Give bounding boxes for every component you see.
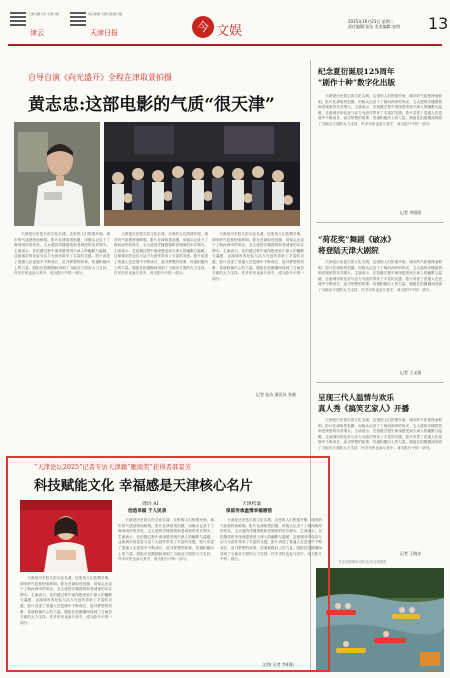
kayak-scene-icon [316, 568, 444, 672]
qr-code-icon [10, 10, 26, 26]
dance-headline: “荷花奖”舞剧《破冰》 将登陆天津大剧院 [318, 235, 396, 255]
opera-byline: 记者 李阳阳 [400, 210, 422, 215]
lead-text-col1 [14, 232, 110, 398]
section-divider [316, 382, 444, 383]
qr-code-icon [70, 10, 86, 26]
forum-col1-sub: 创造幸福 于人民表 [128, 509, 167, 514]
page-number: 13 [428, 14, 449, 33]
forum-col1-label: 周玲 AI [142, 502, 159, 507]
group-photo [104, 122, 300, 226]
show-photo-caption: 节目录制现场 图片由节目组提供 [338, 560, 387, 564]
header-note-right: 每日新闻 天津日报客户端 [88, 12, 122, 16]
show-byline: 记者 王晓东 [400, 551, 422, 556]
forum-kicker: “天津论坛2025”记者专访天津籍“雁南奖”获得者郝景芳 [34, 463, 192, 471]
lead-text-col3 [212, 232, 304, 388]
dance-byline: 记者 王文娟 [400, 370, 422, 375]
show-headline: 呈现三代人温情与欢乐 真人秀《搞笑艺家人》开播 [318, 393, 410, 413]
lead-body-paragraph: 天津是历史悠久的文化名城，这里的人们热情开朗，城市的气质独特而鲜明。影片在津取景拍摄，用镜头记录下了海河两岸的风光、五大道的洋楼建筑和老城里的市井烟火。主演表示，在拍摄过程中深深感受到天津人的幽默与温暖，这座城市的包容与活力为创作带来了丰富的灵感。影片讲述了普通人在逆境中不断成长、追寻梦想的故事，传递积极向上的力量。剧组在拍摄期间得到了当地各方面的大力支持，许多市民也参与其中，成为影片中的一部分。 [114, 232, 208, 276]
lead-byline: 记者 张洁 通讯员 张晓 [256, 392, 296, 397]
lead-text-col2 [114, 232, 208, 398]
forum-col2-sub: 保留传承温情幸福感悟 [226, 509, 272, 514]
section-divider [316, 222, 444, 223]
portrait-photo [14, 122, 100, 226]
forum-text-col2 [118, 518, 214, 668]
show-photo [316, 568, 444, 672]
header-note-left: 上海交通大学 天津日报 [28, 12, 59, 16]
section-logo-icon: 今 [192, 16, 214, 38]
forum-byline: 文/图 记者 李阳阳 [262, 662, 294, 667]
opera-body-paragraph: 天津是历史悠久的文化名城，这里的人们热情开朗，城市的气质独特而鲜明。影片在津取景拍摄，用镜头记录下了海河两岸的风光、五大道的洋楼建筑和老城里的市井烟火。主演表示，在拍摄过程中深深感受到天津人的幽默与温暖，这座城市的包容与活力为创作带来了丰富的灵感。影片讲述了普通人在逆境中不断成长、追寻梦想的故事，传递积极向上的力量。剧组在拍摄期间得到了当地各方面的大力支持，许多市民也参与其中，成为影片中的一部分。 [318, 94, 442, 126]
forum-body-paragraph: 天津是历史悠久的文化名城，这里的人们热情开朗，城市的气质独特而鲜明。影片在津取景拍摄，用镜头记录下了海河两岸的风光、五大道的洋楼建筑和老城里的市井烟火。主演表示，在拍摄过程中深深感受到天津人的幽默与温暖，这座城市的包容与活力为创作带来了丰富的灵感。影片讲述了普通人在逆境中不断成长、追寻梦想的故事，传递积极向上的力量。剧组在拍摄期间得到了当地各方面的大力支持，许多市民也参与其中，成为影片中的一部分。 [118, 518, 214, 562]
forum-text-col3 [220, 518, 322, 658]
issue-date [348, 19, 428, 29]
lead-headline: 黄志忠:这部电影的气质“很天津” [28, 95, 275, 115]
actor-portrait-icon [14, 122, 100, 226]
forum-col2-label: 天津档案 [242, 502, 262, 507]
dance-text [318, 260, 442, 368]
lead-body-paragraph: 天津是历史悠久的文化名城，这里的人们热情开朗，城市的气质独特而鲜明。影片在津取景拍摄，用镜头记录下了海河两岸的风光、五大道的洋楼建筑和老城里的市井烟火。主演表示，在拍摄过程中深深感受到天津人的幽默与温暖，这座城市的包容与活力为创作带来了丰富的灵感。影片讲述了普通人在逆境中不断成长、追寻梦想的故事，传递积极向上的力量。剧组在拍摄期间得到了当地各方面的大力支持，许多市民也参与其中，成为影片中的一部分。 [212, 232, 304, 281]
forum-headline: 科技赋能文化 幸福感是天津核心名片 [34, 478, 253, 494]
section-title: 文娱 [216, 24, 243, 39]
lead-kicker: 自导自演《向光盛开》全程在津取景拍摄 [28, 73, 172, 82]
opera-headline: 纪念夏衍诞辰125周年 “剧作十种”数字化出版 [318, 67, 396, 87]
dance-body-paragraph: 天津是历史悠久的文化名城，这里的人们热情开朗，城市的气质独特而鲜明。影片在津取景拍摄，用镜头记录下了海河两岸的风光、五大道的洋楼建筑和老城里的市井烟火。主演表示，在拍摄过程中深深感受到天津人的幽默与温暖，这座城市的包容与活力为创作带来了丰富的灵感。影片讲述了普通人在逆境中不断成长、追寻梦想的故事，传递积极向上的力量。剧组在拍摄期间得到了当地各方面的大力支持，许多市民也参与其中，成为影片中的一部分。 [318, 260, 442, 292]
page-header [8, 8, 449, 46]
show-text [318, 418, 442, 548]
show-body-paragraph: 天津是历史悠久的文化名城，这里的人们热情开朗，城市的气质独特而鲜明。影片在津取景拍摄，用镜头记录下了海河两岸的风光、五大道的洋楼建筑和老城里的市井烟火。主演表示，在拍摄过程中深深感受到天津人的幽默与温暖，这座城市的包容与活力为创作带来了丰富的灵感。影片讲述了普通人在逆境中不断成长、追寻梦想的故事，传递积极向上的力量。剧组在拍摄期间得到了当地各方面的大力支持，许多市民也参与其中，成为影片中的一部分。 [318, 418, 442, 450]
brand-tianjin-daily: 天津日报 [90, 29, 118, 37]
forum-body-paragraph: 天津是历史悠久的文化名城，这里的人们热情开朗，城市的气质独特而鲜明。影片在津取景拍摄，用镜头记录下了海河两岸的风光、五大道的洋楼建筑和老城里的市井烟火。主演表示，在拍摄过程中深深感受到天津人的幽默与温暖，这座城市的包容与活力为创作带来了丰富的灵感。影片讲述了普通人在逆境中不断成长、追寻梦想的故事，传递积极向上的力量。剧组在拍摄期间得到了当地各方面的大力支持，许多市民也参与其中，成为影片中的一部分。 [220, 518, 322, 562]
editor-line: 责任编辑:张洁 美术编辑:安琪 [348, 24, 400, 29]
brand-jinyun: 津云 [30, 29, 44, 37]
date-line: 2025年10月21日 星期二 [348, 19, 394, 24]
forum-portrait-photo [20, 500, 112, 572]
opera-text [318, 94, 442, 206]
forum-body-paragraph: 天津是历史悠久的文化名城，这里的人们热情开朗，城市的气质独特而鲜明。影片在津取景拍摄，用镜头记录下了海河两岸的风光、五大道的洋楼建筑和老城里的市井烟火。主演表示，在拍摄过程中深深感受到天津人的幽默与温暖，这座城市的包容与活力为创作带来了丰富的灵感。影片讲述了普通人在逆境中不断成长、追寻梦想的故事，传递积极向上的力量。剧组在拍摄期间得到了当地各方面的大力支持，许多市民也参与其中，成为影片中的一部分。 [20, 576, 112, 625]
forum-text-col1 [20, 576, 112, 668]
lead-body-paragraph: 天津是历史悠久的文化名城，这里的人们热情开朗，城市的气质独特而鲜明。影片在津取景拍摄，用镜头记录下了海河两岸的风光、五大道的洋楼建筑和老城里的市井烟火。主演表示，在拍摄过程中深深感受到天津人的幽默与温暖，这座城市的包容与活力为创作带来了丰富的灵感。影片讲述了普通人在逆境中不断成长、追寻梦想的故事，传递积极向上的力量。剧组在拍摄期间得到了当地各方面的大力支持，许多市民也参与其中，成为影片中的一部分。 [14, 232, 110, 276]
cast-group-icon [104, 122, 300, 226]
speaker-portrait-icon [20, 500, 112, 572]
